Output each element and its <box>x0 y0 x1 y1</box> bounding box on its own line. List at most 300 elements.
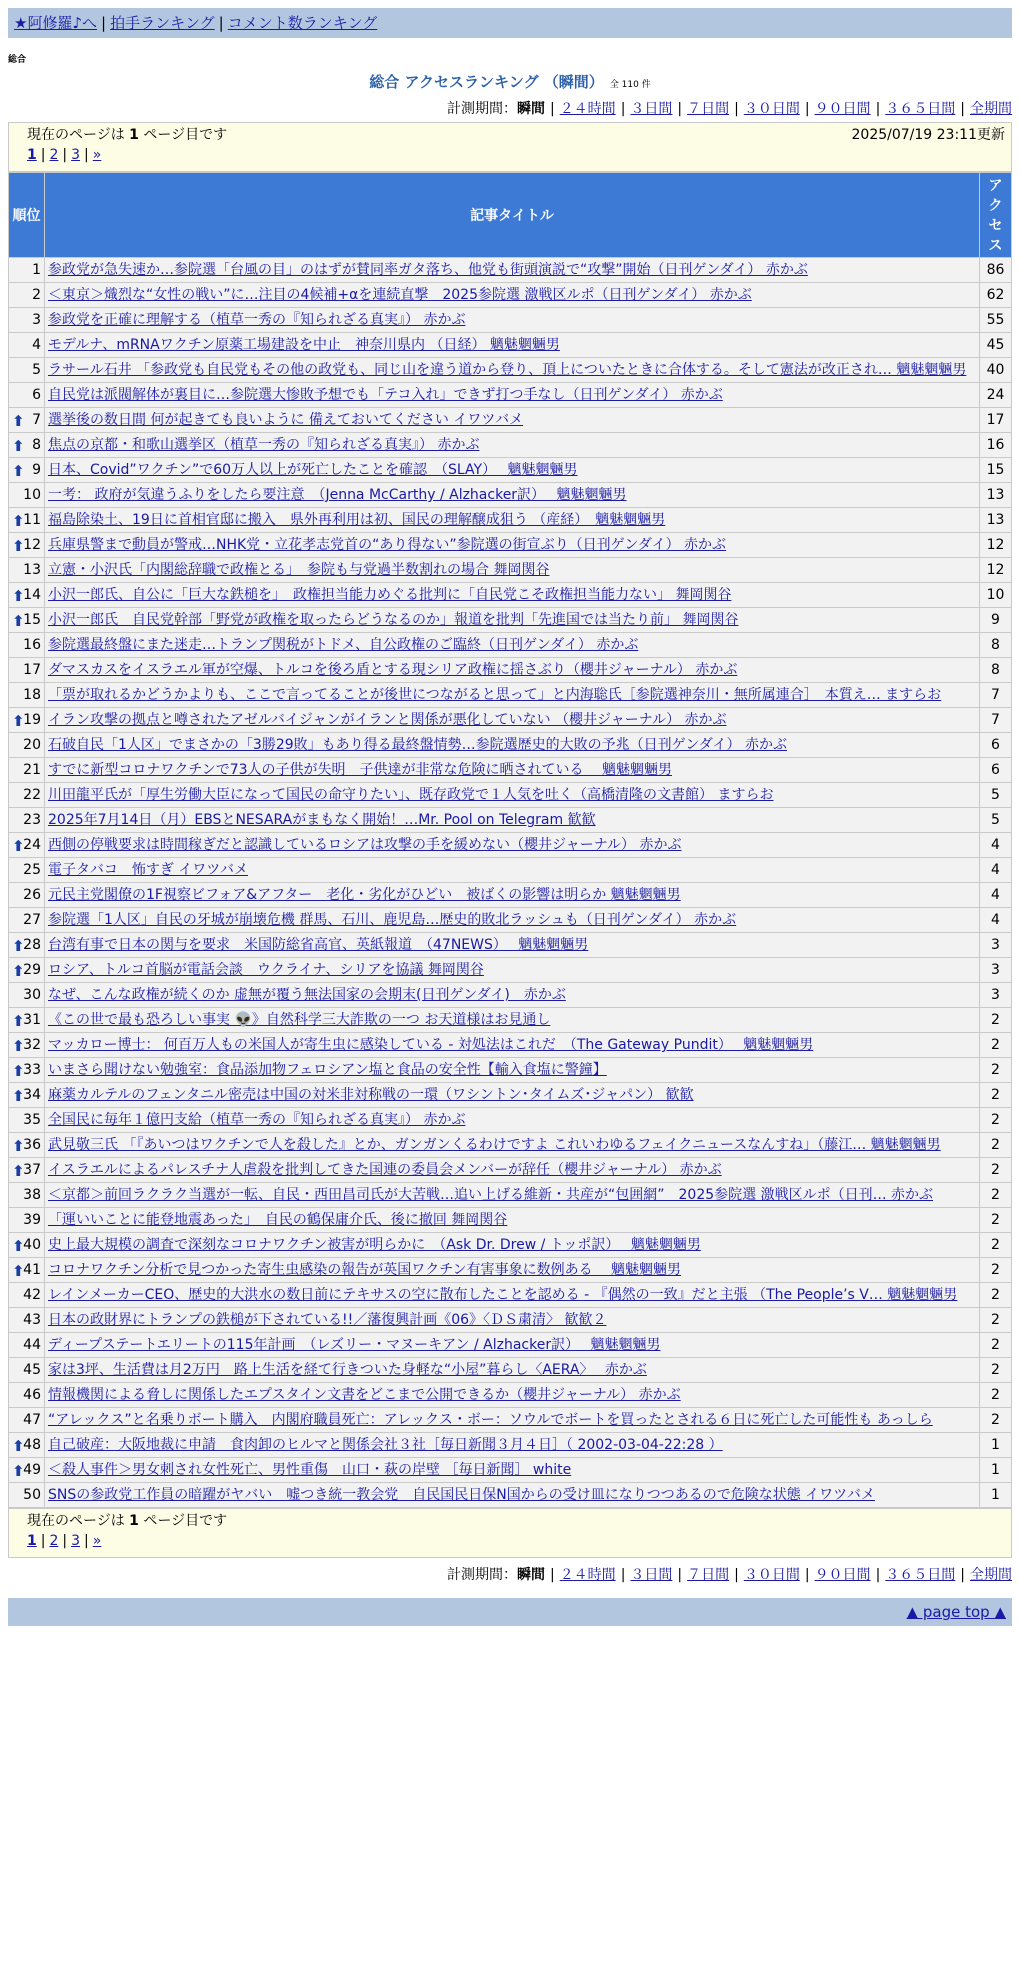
title-cell <box>45 358 980 383</box>
access-count: 15 <box>980 458 1012 483</box>
rank-cell <box>9 433 45 458</box>
article-title-link[interactable]: 自民党は派閥解体が裏目に…参院選大惨敗予想でも「テコ入れ」できず打つ手なし（日刊ゲンダイ） 赤かぶ <box>48 387 723 403</box>
rank-cell <box>9 1358 45 1383</box>
rank-cell <box>9 1233 45 1258</box>
rank-number: 4 <box>32 337 41 353</box>
rank-cell <box>9 258 45 283</box>
rank-number: 8 <box>32 437 41 453</box>
access-count: 12 <box>980 533 1012 558</box>
rank-cell <box>9 883 45 908</box>
period-selector-top <box>0 98 1012 118</box>
article-title-link[interactable]: 日本の政財界にトランプの鉄槌が下されている!!／藩復興計画《06》〈ＤＳ粛清〉 歓歓２ <box>48 1312 607 1328</box>
article-title-link[interactable]: 参院選「1人区」自民の牙城が崩壊危機 群馬、石川、鹿児島…歴史的敗北ラッシュも（日刊ゲンダイ） 赤かぶ <box>48 912 737 928</box>
pagination-separator: | <box>84 147 89 163</box>
rank-up-arrow-icon: ⬆ <box>12 1437 25 1455</box>
title-cell <box>45 1458 980 1483</box>
rank-number: 16 <box>23 637 41 653</box>
access-count: 2 <box>980 1158 1012 1183</box>
current-page-number: 1 <box>129 127 139 143</box>
pagination <box>27 1531 1005 1551</box>
rank-number: 35 <box>23 1112 41 1128</box>
table-row <box>9 608 1012 633</box>
article-title-link[interactable]: 2025年7月14日（月）EBSとNESARAがまもなく開始！…Mr. Pool on Telegram 歓歓 <box>48 812 596 828</box>
article-title-link[interactable]: 家は3坪、生活費は月2万円 路上生活を経て行きついた身軽な“小屋”暮らし〈AERA〉 赤かぶ <box>48 1362 647 1378</box>
table-row <box>9 1458 1012 1483</box>
article-title-link[interactable]: なぜ、こんな政権が続くのか 虚無が覆う無法国家の会期末(日刊ゲンダイ) 赤かぶ <box>48 987 566 1003</box>
access-count: 2 <box>980 1008 1012 1033</box>
table-row <box>9 958 1012 983</box>
access-count: 16 <box>980 433 1012 458</box>
period-separator: | <box>875 1567 881 1583</box>
article-title-link[interactable]: 参院選最終盤にまた迷走…トランプ関税がトドメ、自公政権のご臨終（日刊ゲンダイ） 赤かぶ <box>48 637 639 653</box>
rank-cell <box>9 1333 45 1358</box>
rank-number: 37 <box>23 1162 41 1178</box>
access-count: 2 <box>980 1308 1012 1333</box>
pagination-separator: | <box>40 1533 46 1549</box>
access-count: 2 <box>980 1208 1012 1233</box>
table-row <box>9 733 1012 758</box>
total-count: 全 110 件 <box>609 80 651 90</box>
article-title-link[interactable]: “アレックス”と名乗りボート購入 内閣府職員死亡：アレックス・ボー：ソウルでボートを買ったとされる６日に死亡した可能性も あっしら <box>48 1412 933 1428</box>
period-option-link[interactable]: ９０日間 <box>814 101 871 117</box>
rank-cell <box>9 533 45 558</box>
access-count: 7 <box>980 683 1012 708</box>
article-title-link[interactable]: 「票が取れるかどうかよりも、ここで言ってることが後世につながると思って」と内海聡氏［参院選神奈川・無所属連合］ 本質え… ますらお <box>48 687 942 703</box>
access-count: 2 <box>980 1083 1012 1108</box>
rank-cell <box>9 408 45 433</box>
rank-cell <box>9 333 45 358</box>
article-title-link[interactable]: 小沢一郎氏 自民党幹部「野党が政権を取ったらどうなるのか」報道を批判「先進国では当たり前」 舞岡関谷 <box>48 612 739 628</box>
article-title-link[interactable]: 兵庫県警まで動員が警戒…NHK党・立花孝志党首の“あり得ない”参院選の街宣ぶり（日刊ゲンダイ） 赤かぶ <box>48 537 727 553</box>
rank-cell <box>9 608 45 633</box>
title-cell <box>45 1258 980 1283</box>
article-title-link[interactable]: モデルナ、mRNAワクチン原薬工場建設を中止 神奈川県内 （日経） 魑魅魍魎男 <box>48 337 560 353</box>
rank-number: 43 <box>23 1312 41 1328</box>
article-title-link[interactable]: ロシア、トルコ首脳が電話会談 ウクライナ、シリアを協議 舞岡関谷 <box>48 962 484 978</box>
table-row <box>9 1483 1012 1508</box>
article-title-link[interactable]: イラン攻撃の拠点と噂されたアゼルバイジャンがイランと関係が悪化していない （櫻井ジャーナル） 赤かぶ <box>48 712 727 728</box>
article-title-link[interactable]: 選挙後の数日間 何が起きても良いように 備えておいてください イワツバメ <box>48 412 524 428</box>
page-top-link[interactable]: ▲ page top ▲ <box>906 1603 1006 1621</box>
rank-up-arrow-icon: ⬆ <box>12 437 25 455</box>
rank-cell <box>9 933 45 958</box>
article-title-link[interactable]: 全国民に毎年１億円支給（植草一秀の『知られざる真実』） 赤かぶ <box>48 1112 466 1128</box>
table-row <box>9 283 1012 308</box>
rank-cell <box>9 1033 45 1058</box>
access-count: 13 <box>980 508 1012 533</box>
access-count: 6 <box>980 733 1012 758</box>
rank-cell <box>9 1383 45 1408</box>
period-option-link[interactable]: 全期間 <box>970 101 1012 117</box>
access-count: 40 <box>980 358 1012 383</box>
rank-cell <box>9 808 45 833</box>
pagination-next-link[interactable]: » <box>92 147 102 163</box>
rank-up-arrow-icon: ⬆ <box>12 587 25 605</box>
title-cell <box>45 1408 980 1433</box>
title-cell <box>45 1008 980 1033</box>
pagination-current-page[interactable]: 1 <box>27 147 37 163</box>
rank-number: 12 <box>23 537 41 553</box>
table-row <box>9 1408 1012 1433</box>
table-row <box>9 858 1012 883</box>
table-row <box>9 1283 1012 1308</box>
rank-number: 33 <box>23 1062 41 1078</box>
rank-up-arrow-icon: ⬆ <box>12 1012 25 1030</box>
table-row <box>9 1133 1012 1158</box>
table-row <box>9 1258 1012 1283</box>
table-row <box>9 483 1012 508</box>
rank-cell <box>9 1408 45 1433</box>
access-count: 2 <box>980 1283 1012 1308</box>
article-title-link[interactable]: SNSの参政党工作員の暗躍がヤバい 嘘つき統一教会党 自民国民日保N国からの受け皿になりつつあるので危険な状態 イワツバメ <box>48 1487 875 1503</box>
title-cell <box>45 483 980 508</box>
access-count: 2 <box>980 1108 1012 1133</box>
table-row <box>9 1158 1012 1183</box>
rank-up-arrow-icon: ⬆ <box>12 1087 25 1105</box>
rank-number: 45 <box>23 1362 41 1378</box>
article-title-link[interactable]: 麻薬カルテルのフェンタニル密売は中国の対米非対称戦の一環（ワシントン･タイムズ･ジャパン） 歓歓 <box>48 1087 694 1103</box>
title-cell <box>45 958 980 983</box>
period-separator: | <box>804 101 810 117</box>
article-title-link[interactable]: 参政党が急失速か…参院選「台風の目」のはずが賛同率ガタ落ち、他党も街頭演説で“攻撃”開始（日刊ゲンダイ） 赤かぶ <box>48 262 808 278</box>
rank-up-arrow-icon: ⬆ <box>12 1162 25 1180</box>
title-cell <box>45 808 980 833</box>
title-cell <box>45 933 980 958</box>
rank-number: 2 <box>32 287 41 303</box>
title-cell <box>45 1158 980 1183</box>
period-separator: | <box>620 101 626 117</box>
rank-up-arrow-icon: ⬆ <box>12 512 25 530</box>
rank-number: 47 <box>23 1412 41 1428</box>
table-row <box>9 883 1012 908</box>
period-option-link[interactable]: ７日間 <box>687 101 730 117</box>
period-option-link[interactable]: ３６５日間 <box>885 101 956 117</box>
access-count: 2 <box>980 1183 1012 1208</box>
article-title-link[interactable]: 小沢一郎氏、自公に「巨大な鉄槌を」 政権担当能力めぐる批判に「自民党こそ政権担当能力ない」 舞岡関谷 <box>48 587 732 603</box>
rank-cell <box>9 458 45 483</box>
article-title-link[interactable]: 史上最大規模の調査で深刻なコロナワクチン被害が明らかに （Ask Dr. Drew / トッポ訳） 魑魅魍魎男 <box>48 1237 701 1253</box>
period-option-link[interactable]: ３０日間 <box>743 1567 800 1583</box>
table-row <box>9 558 1012 583</box>
article-title-link[interactable]: 川田龍平氏が「厚生労働大臣になって国民の命守りたい」、既存政党で１人気を吐く（高橋清隆の文書館） ますらお <box>48 787 774 803</box>
nav-clap-ranking-link[interactable]: 拍手ランキング <box>110 14 215 32</box>
page-info-text: 現在のページは 1 ページ目です <box>27 127 228 143</box>
title-cell <box>45 308 980 333</box>
article-title-link[interactable]: 台湾有事で日本の関与を要求 米国防総省高官、英紙報道 （47NEWS） 魑魅魍魎男 <box>48 937 589 953</box>
table-row <box>9 1083 1012 1108</box>
rank-cell <box>9 908 45 933</box>
pagination-next-link[interactable]: » <box>92 1533 102 1549</box>
access-count: 2 <box>980 1258 1012 1283</box>
period-option-current: 瞬間 <box>516 101 545 117</box>
rank-number: 27 <box>23 912 41 928</box>
rank-cell <box>9 383 45 408</box>
rank-up-arrow-icon: ⬆ <box>12 462 25 480</box>
table-row <box>9 333 1012 358</box>
period-separator: | <box>804 1567 810 1583</box>
title-cell <box>45 858 980 883</box>
rank-cell <box>9 1458 45 1483</box>
table-row <box>9 633 1012 658</box>
rank-up-arrow-icon: ⬆ <box>12 712 25 730</box>
period-separator: | <box>677 101 683 117</box>
access-count: 5 <box>980 783 1012 808</box>
period-option-link[interactable]: ９０日間 <box>814 1567 871 1583</box>
rank-cell <box>9 558 45 583</box>
table-row <box>9 933 1012 958</box>
period-label: 計測期間： <box>446 1567 517 1583</box>
rank-cell <box>9 1258 45 1283</box>
rank-number: 28 <box>23 937 41 953</box>
table-row <box>9 508 1012 533</box>
table-row <box>9 908 1012 933</box>
access-count: 7 <box>980 708 1012 733</box>
rank-cell <box>9 1433 45 1458</box>
period-option-link[interactable]: ３０日間 <box>743 101 800 117</box>
title-cell <box>45 1383 980 1408</box>
access-count: 3 <box>980 958 1012 983</box>
rank-cell <box>9 833 45 858</box>
rank-cell <box>9 1083 45 1108</box>
article-title-link[interactable]: イスラエルによるパレスチナ人虐殺を批判してきた国連の委員会メンバーが辞任（櫻井ジャーナル） 赤かぶ <box>48 1162 722 1178</box>
table-row <box>9 258 1012 283</box>
pagination-separator: | <box>62 1533 68 1549</box>
table-row <box>9 1108 1012 1133</box>
page-info-box-bottom <box>8 1508 1012 1558</box>
rank-up-arrow-icon: ⬆ <box>12 962 25 980</box>
table-row <box>9 1058 1012 1083</box>
access-count: 13 <box>980 483 1012 508</box>
rank-number: 23 <box>23 812 41 828</box>
table-row <box>9 983 1012 1008</box>
article-title-link[interactable]: コロナワクチン分析で見つかった寄生虫感染の報告が英国ワクチン有害事象に数例ある 魑魅魍魎男 <box>48 1262 682 1278</box>
table-row <box>9 308 1012 333</box>
rank-cell <box>9 858 45 883</box>
page-title: 総合 アクセスランキング （瞬間） <box>369 73 604 91</box>
table-row <box>9 433 1012 458</box>
period-separator: | <box>677 1567 683 1583</box>
rank-number: 29 <box>23 962 41 978</box>
rank-cell <box>9 1133 45 1158</box>
pagination-page-link[interactable]: 3 <box>71 1533 81 1549</box>
period-option-current: 瞬間 <box>516 1567 545 1583</box>
period-separator: | <box>734 1567 739 1583</box>
article-title-link[interactable]: すでに新型コロナワクチンで73人の子供が失明 子供達が非常な危険に晒されている 魑魅魍魎男 <box>48 762 672 778</box>
article-title-link[interactable]: 自己破産：大阪地裁に申請 食肉卸のヒルマと関係会社３社［毎日新聞３月４日］（ 2002-03-04-22:28 ） <box>48 1437 723 1453</box>
access-count: 2 <box>980 1383 1012 1408</box>
pagination-page-link[interactable]: 2 <box>49 1533 59 1549</box>
article-title-link[interactable]: 元民主党閣僚の1F視察ビフォア&アフター 老化・劣化がひどい 被ばくの影響は明らか 魑魅魍魎男 <box>48 887 681 903</box>
period-separator: | <box>960 101 965 117</box>
article-title-link[interactable]: 西側の停戦要求は時間稼ぎだと認識しているロシアは攻撃の手を緩めない（櫻井ジャーナル） 赤かぶ <box>48 837 682 853</box>
article-title-link[interactable]: 石破自民「1人区」でまさかの「3勝29敗」もあり得る最終盤情勢…参院選歴史的大敗の予兆（日刊ゲンダイ） 赤かぶ <box>48 737 787 753</box>
rank-number: 42 <box>23 1287 41 1303</box>
period-option-link[interactable]: ３日間 <box>630 101 673 117</box>
access-count: 2 <box>980 1133 1012 1158</box>
rank-number: 21 <box>23 762 41 778</box>
table-row <box>9 808 1012 833</box>
period-separator: | <box>875 101 881 117</box>
rank-number: 10 <box>23 487 41 503</box>
title-cell <box>45 583 980 608</box>
pagination-page-link[interactable]: 3 <box>71 147 81 163</box>
access-count: 2 <box>980 1233 1012 1258</box>
rank-cell <box>9 1208 45 1233</box>
pagination-current-page[interactable]: 1 <box>27 1533 37 1549</box>
rank-number: 9 <box>32 462 41 478</box>
title-cell <box>45 433 980 458</box>
article-title-link[interactable]: ディープステートエリートの115年計画 （レズリー・マヌーキアン / Alzhacker訳） 魑魅魍魎男 <box>48 1337 661 1353</box>
rank-number: 7 <box>32 412 41 428</box>
rank-cell <box>9 783 45 808</box>
rank-up-arrow-icon: ⬆ <box>12 1462 25 1480</box>
rank-up-arrow-icon: ⬆ <box>12 837 25 855</box>
title-cell <box>45 1358 980 1383</box>
access-count: 2 <box>980 1333 1012 1358</box>
title-cell <box>45 258 980 283</box>
article-title-link[interactable]: レインメーカーCEO、歴史的大洪水の数日前にテキサスの空に散布したことを認める - 『偶然の一致』だと主張 （The People’s V… 魑魅魍魎男 <box>48 1287 958 1303</box>
rank-number: 44 <box>23 1337 41 1353</box>
period-option-link[interactable]: ３６５日間 <box>885 1567 956 1583</box>
article-title-link[interactable]: 電子タバコ 怖すぎ イワツバメ <box>48 862 249 878</box>
article-title-link[interactable]: 焦点の京都・和歌山選挙区（植草一秀の『知られざる真実』） 赤かぶ <box>48 437 480 453</box>
access-count: 6 <box>980 758 1012 783</box>
table-row <box>9 1233 1012 1258</box>
period-separator: | <box>620 1567 626 1583</box>
table-row <box>9 758 1012 783</box>
access-count: 8 <box>980 658 1012 683</box>
period-separator: | <box>549 1567 555 1583</box>
rank-number: 50 <box>23 1487 41 1503</box>
period-option-link[interactable]: 全期間 <box>970 1567 1012 1583</box>
rank-number: 34 <box>23 1087 41 1103</box>
table-row <box>9 1033 1012 1058</box>
title-cell <box>45 508 980 533</box>
access-count: 62 <box>980 283 1012 308</box>
nav-comment-ranking-link[interactable]: コメント数ランキング <box>227 14 378 32</box>
title-cell <box>45 533 980 558</box>
article-title-link[interactable]: ＜京都＞前回ラクラク当選が一転、自民・西田昌司氏が大苦戦…追い上げる維新・共産が“包囲網” 2025参院選 激戦区ルポ（日刊… 赤かぶ <box>48 1187 934 1203</box>
access-count: 4 <box>980 908 1012 933</box>
title-cell <box>45 558 980 583</box>
rank-cell <box>9 708 45 733</box>
access-count: 2 <box>980 1408 1012 1433</box>
article-title-link[interactable]: 情報機関による脅しに関係したエプスタイン文書をどこまで公開できるか（櫻井ジャーナル） 赤かぶ <box>48 1387 681 1403</box>
title-cell <box>45 608 980 633</box>
period-separator: | <box>549 101 555 117</box>
article-title-link[interactable]: 「運いいことに能登地震あった」 自民の鶴保庸介氏、後に撤回 舞岡関谷 <box>48 1212 508 1228</box>
access-count: 1 <box>980 1483 1012 1508</box>
table-row <box>9 658 1012 683</box>
rank-up-arrow-icon: ⬆ <box>12 1062 25 1080</box>
article-title-link[interactable]: ＜東京＞熾烈な“女性の戦い”に…注目の4候補+αを連続直撃 2025参院選 激戦区ルポ（日刊ゲンダイ） 赤かぶ <box>48 287 752 303</box>
rank-number: 11 <box>23 512 41 528</box>
title-cell <box>45 658 980 683</box>
access-count: 10 <box>980 583 1012 608</box>
article-title-link[interactable]: 一考： 政府が気違うふりをしたら要注意 （Jenna McCarthy / Alzhacker訳） 魑魅魍魎男 <box>48 487 627 503</box>
top-nav-bar <box>8 8 1012 38</box>
title-cell <box>45 458 980 483</box>
title-cell <box>45 683 980 708</box>
article-title-link[interactable]: いまさら聞けない勉強室：食品添加物フェロシアン塩と食品の安全性【輸入食塩に警鐘】 <box>48 1062 607 1078</box>
rank-cell <box>9 483 45 508</box>
table-row <box>9 1383 1012 1408</box>
rank-number: 5 <box>32 362 41 378</box>
article-title-link[interactable]: 福島除染土、19日に首相官邸に搬入 県外再利用は初、国民の理解醸成狙う （産経） 魑魅魍魎男 <box>48 512 666 528</box>
rank-cell <box>9 1183 45 1208</box>
article-title-link[interactable]: 立憲・小沢氏「内閣総辞職で政権とる」 参院も与党過半数割れの場合 舞岡関谷 <box>48 562 550 578</box>
rank-number: 32 <box>23 1037 41 1053</box>
period-option-link[interactable]: ２４時間 <box>559 1567 616 1583</box>
period-option-link[interactable]: ３日間 <box>630 1567 673 1583</box>
access-count: 55 <box>980 308 1012 333</box>
rank-cell <box>9 1283 45 1308</box>
access-count: 1 <box>980 1458 1012 1483</box>
access-count: 24 <box>980 383 1012 408</box>
title-cell <box>45 1183 980 1208</box>
col-access-header: アクセス <box>980 173 1012 258</box>
rank-cell <box>9 733 45 758</box>
table-row <box>9 358 1012 383</box>
article-title-link[interactable]: 参政党を正確に理解する（植草一秀の『知られざる真実』） 赤かぶ <box>48 312 466 328</box>
access-count: 2 <box>980 1358 1012 1383</box>
table-row <box>9 1208 1012 1233</box>
article-title-link[interactable]: ラサール石井 「参政党も自民党もその他の政党も、同じ山を違う道から登り、頂上についたときに合体する。そして憲法が改正され… 魑魅魍魎男 <box>48 362 967 378</box>
rank-up-arrow-icon: ⬆ <box>12 1037 25 1055</box>
article-title-link[interactable]: マッカロー博士： 何百万人もの米国人が寄生虫に感染している - 対処法はこれだ （The Gateway Pundit） 魑魅魍魎男 <box>48 1037 814 1053</box>
footer-bar <box>8 1598 1012 1626</box>
period-option-link[interactable]: ２４時間 <box>559 101 616 117</box>
table-row <box>9 408 1012 433</box>
article-title-link[interactable]: 武見敬三氏 「『あいつはワクチンで人を殺した』とか、ガンガンくるわけですよ これいわゆるフェイクニュースなんすね」（藤江… 魑魅魍魎男 <box>48 1137 941 1153</box>
period-selector-bottom <box>0 1564 1012 1584</box>
rank-cell <box>9 983 45 1008</box>
nav-home-link[interactable]: ★阿修羅♪へ <box>14 14 98 32</box>
table-row <box>9 583 1012 608</box>
rank-number: 13 <box>23 562 41 578</box>
article-title-link[interactable]: 日本、Covid”ワクチン”で60万人以上が死亡したことを確認 （SLAY） 魑魅魍魎男 <box>48 462 578 478</box>
access-count: 17 <box>980 408 1012 433</box>
rank-number: 22 <box>23 787 41 803</box>
title-cell <box>45 408 980 433</box>
rank-cell <box>9 683 45 708</box>
rank-number: 49 <box>23 1462 41 1478</box>
rank-number: 26 <box>23 887 41 903</box>
title-cell <box>45 1308 980 1333</box>
article-title-link[interactable]: ＜殺人事件＞男女刺され女性死亡、男性重傷 山口・萩の岸壁 ［毎日新聞］ white <box>48 1462 572 1478</box>
table-row <box>9 1358 1012 1383</box>
title-cell <box>45 908 980 933</box>
article-title-link[interactable]: 《この世で最も恐ろしい事実 👽》自然科学三大詐欺の一つ お天道様はお見通し <box>48 1012 551 1028</box>
table-row <box>9 683 1012 708</box>
table-row <box>9 1308 1012 1333</box>
table-row <box>9 708 1012 733</box>
rank-number: 40 <box>23 1237 41 1253</box>
pagination <box>27 145 1005 165</box>
access-count: 12 <box>980 558 1012 583</box>
rank-up-arrow-icon: ⬆ <box>12 1262 25 1280</box>
table-row <box>9 1008 1012 1033</box>
rank-cell <box>9 758 45 783</box>
rank-up-arrow-icon: ⬆ <box>12 612 25 630</box>
table-header-row <box>9 173 1012 258</box>
access-count: 9 <box>980 608 1012 633</box>
access-count: 1 <box>980 1433 1012 1458</box>
pagination-page-link[interactable]: 2 <box>49 147 59 163</box>
period-option-link[interactable]: ７日間 <box>687 1567 730 1583</box>
rank-cell <box>9 1058 45 1083</box>
article-title-link[interactable]: ダマスカスをイスラエル軍が空爆、トルコを後ろ盾とする現シリア政権に揺さぶり（櫻井ジャーナル） 赤かぶ <box>48 662 738 678</box>
